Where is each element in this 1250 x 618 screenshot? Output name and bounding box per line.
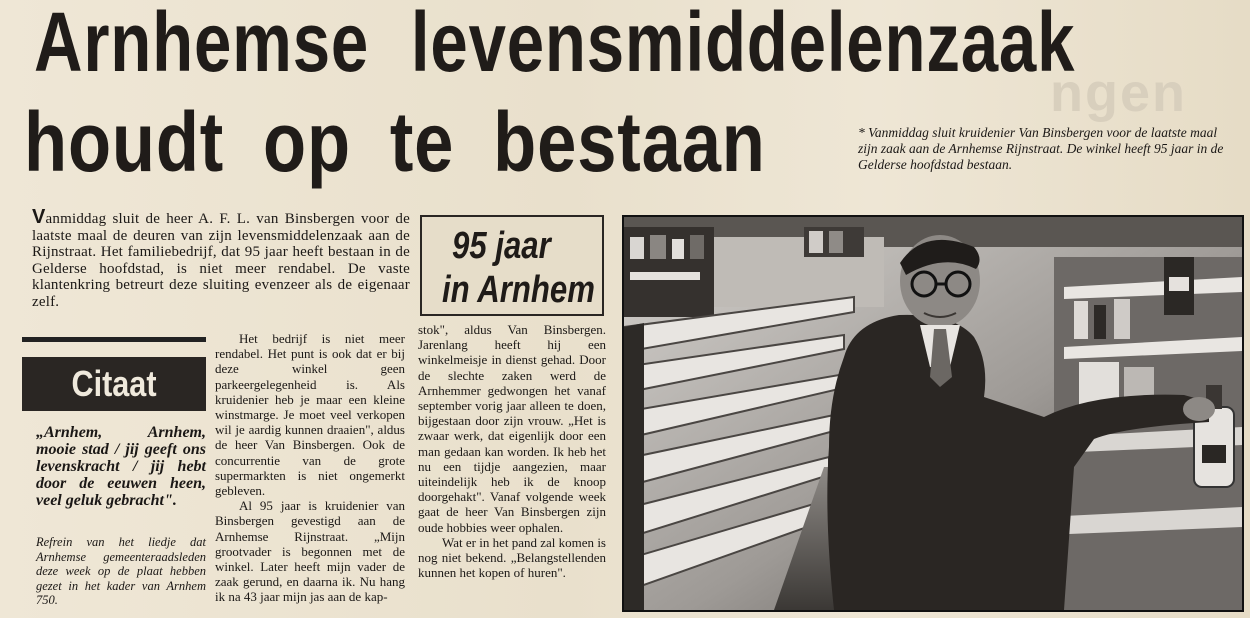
photo-illustration bbox=[624, 217, 1242, 610]
quote-source: Refrein van het liedje dat Arnhemse gemeenteraadsleden deze week op de plaat hebben gezet in het kader van Arnhem 750. bbox=[36, 535, 206, 607]
body-paragraph: stok", aldus Van Binsbergen. Jarenlang heeft hij een winkelmeisje in dienst gehad. Door de slechte zaken werd de Arnhemmer gedwongen het vanaf september vorig jaar alleen te doen, bijgestaan door zijn vrouw. „Het is zwaar werk, dat eigenlijk door een man gedaan kan worden. Ik heb het nu een tijdje aangezien, maar uiteindelijk heb ik de knoop doorgehakt". Vanaf volgende week gaat de heer Van Binsbergen zijn oude hobbies weer ophalen. bbox=[418, 322, 606, 535]
headline-line-2: houdt op te bestaan bbox=[24, 95, 766, 189]
kicker-box bbox=[420, 215, 604, 316]
body-paragraph: Al 95 jaar is kruidenier van Binsbergen gevestigd aan de Arnhemse Rijnstraat. „Mijn grootvader is begonnen met de winkel. Later heeft mijn vader de zaak gerund, en daarna ik. Nu hang ik na 43 jaar mijn jas aan de kap- bbox=[215, 498, 405, 605]
column-rule bbox=[22, 337, 206, 342]
quote-text: „Arnhem, Arnhem, mooie stad / jij geeft ons levenskracht / jij hebt door de eeuwen heen, veel geluk gebracht". bbox=[36, 424, 206, 509]
photo-caption: * Vanmiddag sluit kruidenier Van Binsbergen voor de laatste maal zijn zaak aan de Arnhemse Rijnstraat. De winkel heeft 95 jaar in de Gelderse hoofdstad bestaan. bbox=[858, 125, 1224, 172]
headline-line-1: Arnhemse levensmiddelenzaak bbox=[34, 0, 1076, 89]
bleed-through-text: ngen bbox=[1050, 63, 1187, 123]
kicker-line-1: 95 jaar bbox=[452, 225, 551, 267]
body-paragraph: Het bedrijf is niet meer rendabel. Het punt is ook dat er bij deze winkel geen parkeergelegenheid is. Als kruidenier heb je maar een kleine winstmarge. Je moet veel verkopen wil je aardig kunnen draaien", aldus de heer Van Binsbergen. Ook de concurrentie van de grote supermarkten is niet ongemerkt gebleven. bbox=[215, 331, 405, 499]
intro-text: anmiddag sluit de heer A. F. L. van Binsbergen voor de laatste maal de deuren van zijn levensmiddelenzaak aan de Rijnstraat. Het familiebedrijf, dat 95 jaar heeft bestaan in de Gelderse hoofdstad, is niet meer rendabel. De vaste klantenkring betreurt deze sluiting evenzeer als de eigenaar zelf. bbox=[32, 211, 410, 310]
body-paragraph: Wat er in het pand zal komen is nog niet bekend. „Belangstellenden kunnen het kopen of huren". bbox=[418, 534, 606, 581]
drop-cap: V bbox=[32, 206, 46, 228]
body-column-3 bbox=[418, 322, 606, 580]
shelf-upright bbox=[624, 323, 644, 610]
kicker-line-2: in Arnhem bbox=[442, 269, 595, 311]
citaat-label: Citaat bbox=[71, 363, 157, 404]
body-column-2 bbox=[215, 331, 405, 605]
citaat-box bbox=[22, 357, 206, 411]
shopkeeper-photo bbox=[622, 215, 1244, 612]
intro-paragraph bbox=[32, 206, 410, 310]
